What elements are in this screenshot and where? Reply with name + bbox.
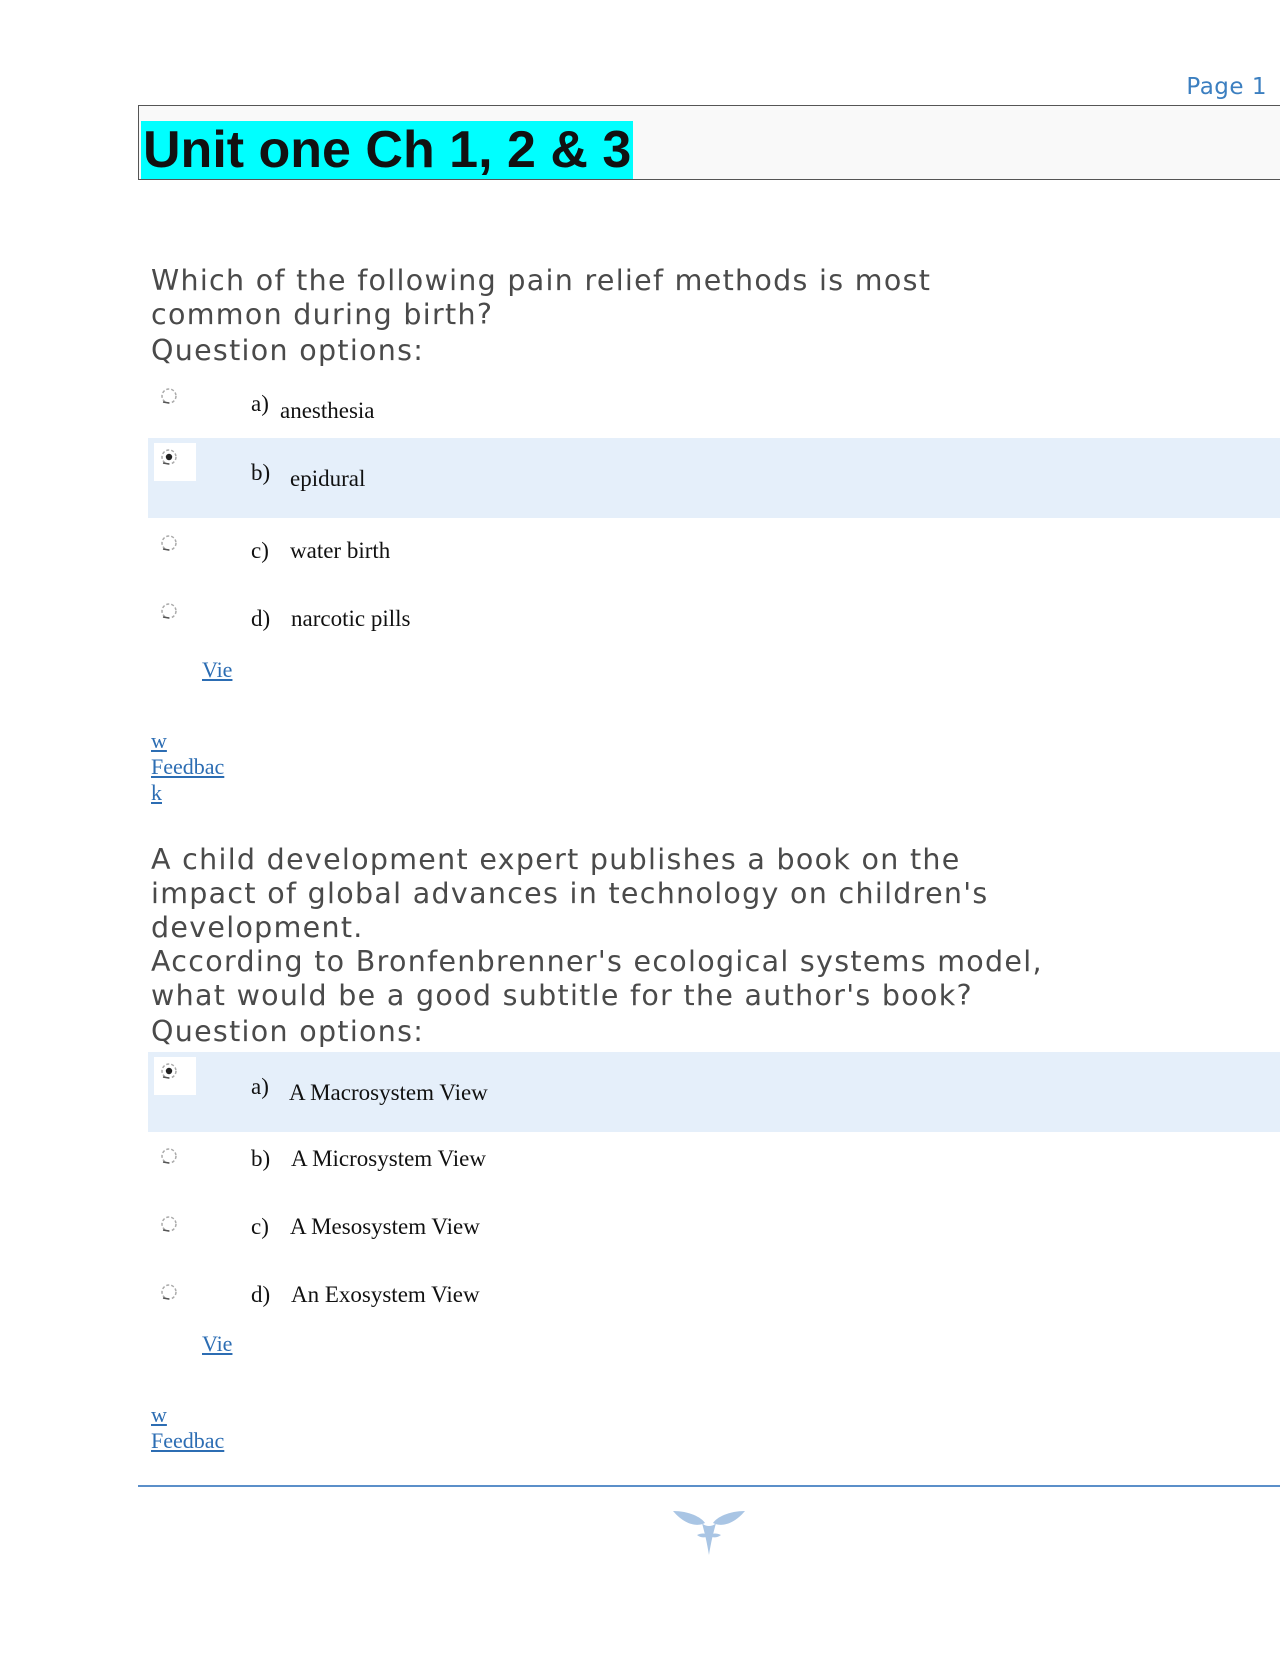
question-2-options-label: Question options:: [151, 1015, 425, 1048]
page-title: Unit one Ch 1, 2 & 3: [143, 121, 632, 179]
option-text: An Exosystem View: [291, 1282, 480, 1307]
question-1-option-a[interactable]: [148, 378, 1280, 444]
footer-divider: [138, 1485, 1280, 1487]
page-number: Page 1: [1186, 74, 1267, 100]
question-2-line-4: According to Bronfenbrenner's ecological systems model,: [151, 945, 1043, 978]
option-text: narcotic pills: [291, 606, 411, 631]
option-letter: c): [251, 1214, 269, 1239]
view-feedback-link[interactable]: Vie: [202, 1331, 233, 1356]
question-2-option-a[interactable]: [148, 1052, 1280, 1132]
option-text: A Macrosystem View: [289, 1080, 488, 1105]
question-2-line-2: impact of global advances in technology on children's: [151, 877, 989, 910]
option-text: A Mesosystem View: [290, 1214, 480, 1239]
radio-button-icon[interactable]: [154, 529, 196, 567]
view-feedback-link[interactable]: Feedbac: [151, 754, 225, 779]
view-feedback-link[interactable]: Feedbac: [151, 1428, 225, 1453]
option-letter: a): [251, 391, 269, 416]
question-2-line-1: A child development expert publishes a book on the: [151, 843, 961, 876]
radio-button-icon[interactable]: [154, 1142, 196, 1180]
option-text: A Microsystem View: [291, 1146, 486, 1171]
question-2-option-b[interactable]: [148, 1138, 1280, 1204]
question-2-option-d[interactable]: [148, 1274, 1280, 1340]
title-highlight: [141, 121, 633, 179]
question-2-line-3: development.: [151, 911, 364, 944]
question-2-option-c[interactable]: [148, 1206, 1280, 1272]
view-feedback-link[interactable]: w: [151, 1402, 167, 1427]
bird-logo-icon: [671, 1505, 747, 1561]
title-box: [138, 105, 1280, 180]
radio-button-icon[interactable]: [154, 597, 196, 635]
radio-button-icon[interactable]: [154, 1210, 196, 1248]
radio-button-selected-icon[interactable]: [154, 443, 196, 481]
radio-button-icon[interactable]: [154, 1278, 196, 1316]
option-letter: b): [251, 460, 271, 485]
option-letter: d): [251, 1282, 271, 1307]
question-2-line-5: what would be a good subtitle for the author's book?: [151, 979, 973, 1012]
radio-button-icon[interactable]: [154, 382, 196, 420]
option-text: epidural: [290, 466, 366, 491]
view-feedback-link[interactable]: w: [151, 728, 167, 753]
option-letter: d): [251, 606, 271, 631]
option-letter: a): [251, 1074, 269, 1099]
question-1-option-d[interactable]: [148, 593, 1280, 659]
view-feedback-link[interactable]: k: [151, 780, 162, 805]
question-1-options-label: Question options:: [151, 334, 425, 367]
question-1-option-c[interactable]: [148, 525, 1280, 591]
question-1-line-2: common during birth?: [151, 298, 494, 331]
option-text: anesthesia: [280, 398, 375, 423]
option-letter: c): [251, 538, 269, 563]
question-1-line-1: Which of the following pain relief methods is most: [151, 264, 932, 297]
view-feedback-link[interactable]: Vie: [202, 657, 233, 682]
question-1-option-b[interactable]: [148, 438, 1280, 518]
radio-button-selected-icon[interactable]: [154, 1057, 196, 1095]
option-letter: b): [251, 1146, 271, 1171]
option-text: water birth: [290, 538, 391, 563]
